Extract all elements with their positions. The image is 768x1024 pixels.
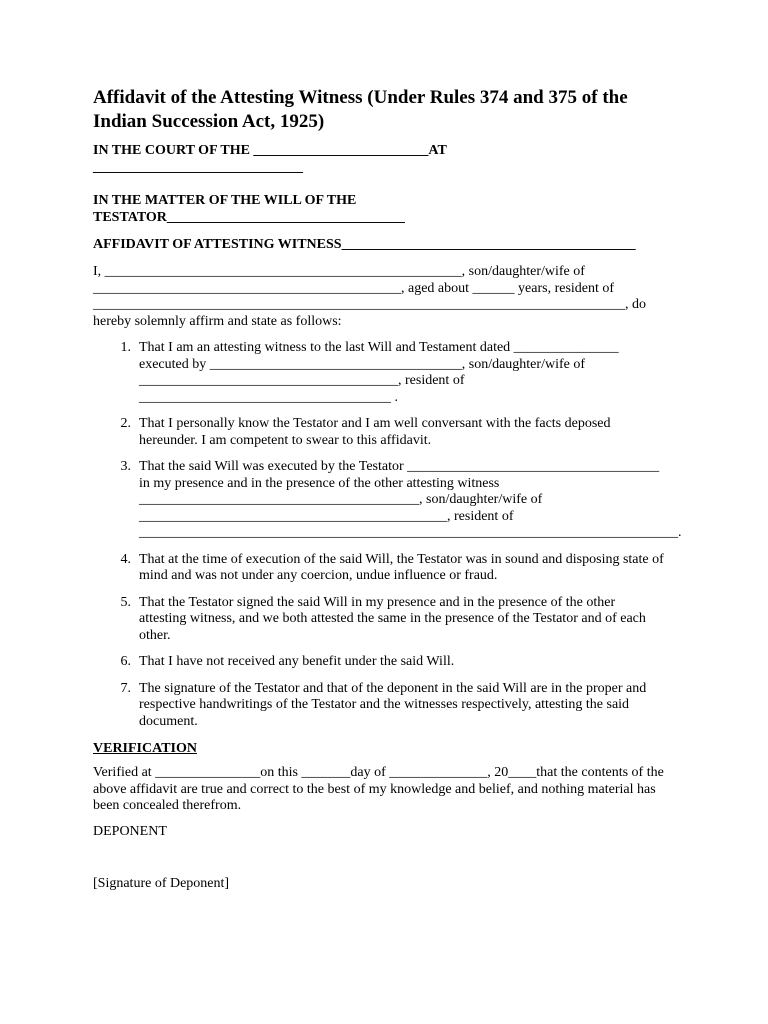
list-item: [93, 416, 683, 449]
intro-line-1: I, ___________________________________________________, son/daughter/wife of: [93, 264, 585, 279]
item-line: That at the time of execution of the said Will, the Testator was in sound and disposing state of: [139, 551, 664, 567]
item-line: _____________________________________, resident of: [139, 373, 465, 388]
affidavit-heading: AFFIDAVIT OF ATTESTING WITNESS__________________________________________: [93, 237, 636, 252]
item-line: ________________________________________, son/daughter/wife of: [139, 492, 543, 507]
list-item: [93, 654, 683, 671]
deponent-label: DEPONENT: [93, 823, 167, 839]
list-item: [93, 459, 683, 542]
item-number: 5.: [120, 594, 131, 610]
item-number: 1.: [120, 340, 131, 355]
verification-line-2: above affidavit are true and correct to the best of my knowledge and belief, and nothing material has: [93, 781, 656, 797]
matter-line-2: TESTATOR__________________________________: [93, 210, 405, 225]
list-item: [93, 340, 683, 406]
verification-heading: VERIFICATION: [93, 741, 197, 756]
list-item: [93, 681, 683, 731]
court-line: [93, 142, 683, 176]
item-line: hereunder. I am competent to swear to this affidavit.: [139, 432, 432, 448]
item-line: executed by ____________________________________, son/daughter/wife of: [139, 356, 585, 372]
item-text: [139, 340, 683, 406]
item-line: That the Testator signed the said Will in my presence and in the presence of the other: [139, 594, 616, 610]
matter-line-1: IN THE MATTER OF THE WILL OF THE: [93, 193, 357, 208]
item-number: 3.: [120, 459, 131, 474]
verification-paragraph: [93, 765, 683, 815]
item-text: [139, 654, 683, 671]
item-line: in my presence and in the presence of the other attesting witness: [139, 475, 500, 491]
item-line: respective handwritings of the Testator and the witnesses respectively, attesting the said: [139, 697, 630, 712]
intro-line-4: hereby solemnly affirm and state as follows:: [93, 313, 342, 329]
intro-paragraph: [93, 264, 683, 330]
item-text: [139, 552, 683, 585]
statement-list: [93, 340, 683, 730]
list-item: [93, 595, 683, 645]
item-text: [139, 459, 683, 542]
list-item: [93, 552, 683, 585]
item-text: [139, 416, 683, 449]
item-line: The signature of the Testator and that of the deponent in the said Will are in the proper and: [139, 680, 647, 696]
court-line-2: ______________________________: [93, 160, 303, 175]
item-line: That the said Will was executed by the Testator ____________________________________: [139, 459, 660, 474]
court-line-1: IN THE COURT OF THE _________________________AT: [93, 143, 447, 158]
signature-label: [Signature of Deponent]: [93, 875, 230, 891]
item-number: 2.: [120, 416, 131, 431]
verification-line-1: Verified at _______________on this _______day of ______________, 20____that the contents of the: [93, 765, 664, 780]
verification-line-3: been concealed therefrom.: [93, 798, 242, 813]
item-line: That I have not received any benefit under the said Will.: [139, 654, 455, 669]
item-line: mind and was not under any coercion, undue influence or fraud.: [139, 568, 498, 583]
item-number: 6.: [120, 654, 131, 669]
item-text: [139, 595, 683, 645]
item-line: That I personally know the Testator and I am well conversant with the facts deposed: [139, 416, 611, 431]
item-number: 7.: [120, 680, 131, 696]
document-body: [93, 86, 683, 892]
item-number: 4.: [120, 551, 131, 567]
item-line: ____________________________________________, resident of: [139, 508, 514, 524]
item-line: document.: [139, 713, 198, 729]
item-text: [139, 681, 683, 731]
intro-line-3: ____________________________________________________________________________, do: [93, 297, 646, 312]
item-line: That I am an attesting witness to the last Will and Testament dated _______________: [139, 340, 619, 355]
intro-line-2: ____________________________________________, aged about ______ years, resident of: [93, 280, 615, 296]
item-line: other.: [139, 627, 171, 643]
item-line: attesting witness, and we both attested the same in the presence of the Testator and of each: [139, 611, 646, 626]
matter-of-will: [93, 192, 683, 226]
item-line: ____________________________________ .: [139, 389, 398, 405]
page-title: Affidavit of the Attesting Witness (Under Rules 374 and 375 of the Indian Succession Act, 1925): [93, 87, 628, 132]
item-line: _____________________________________________________________________________.: [139, 525, 682, 540]
